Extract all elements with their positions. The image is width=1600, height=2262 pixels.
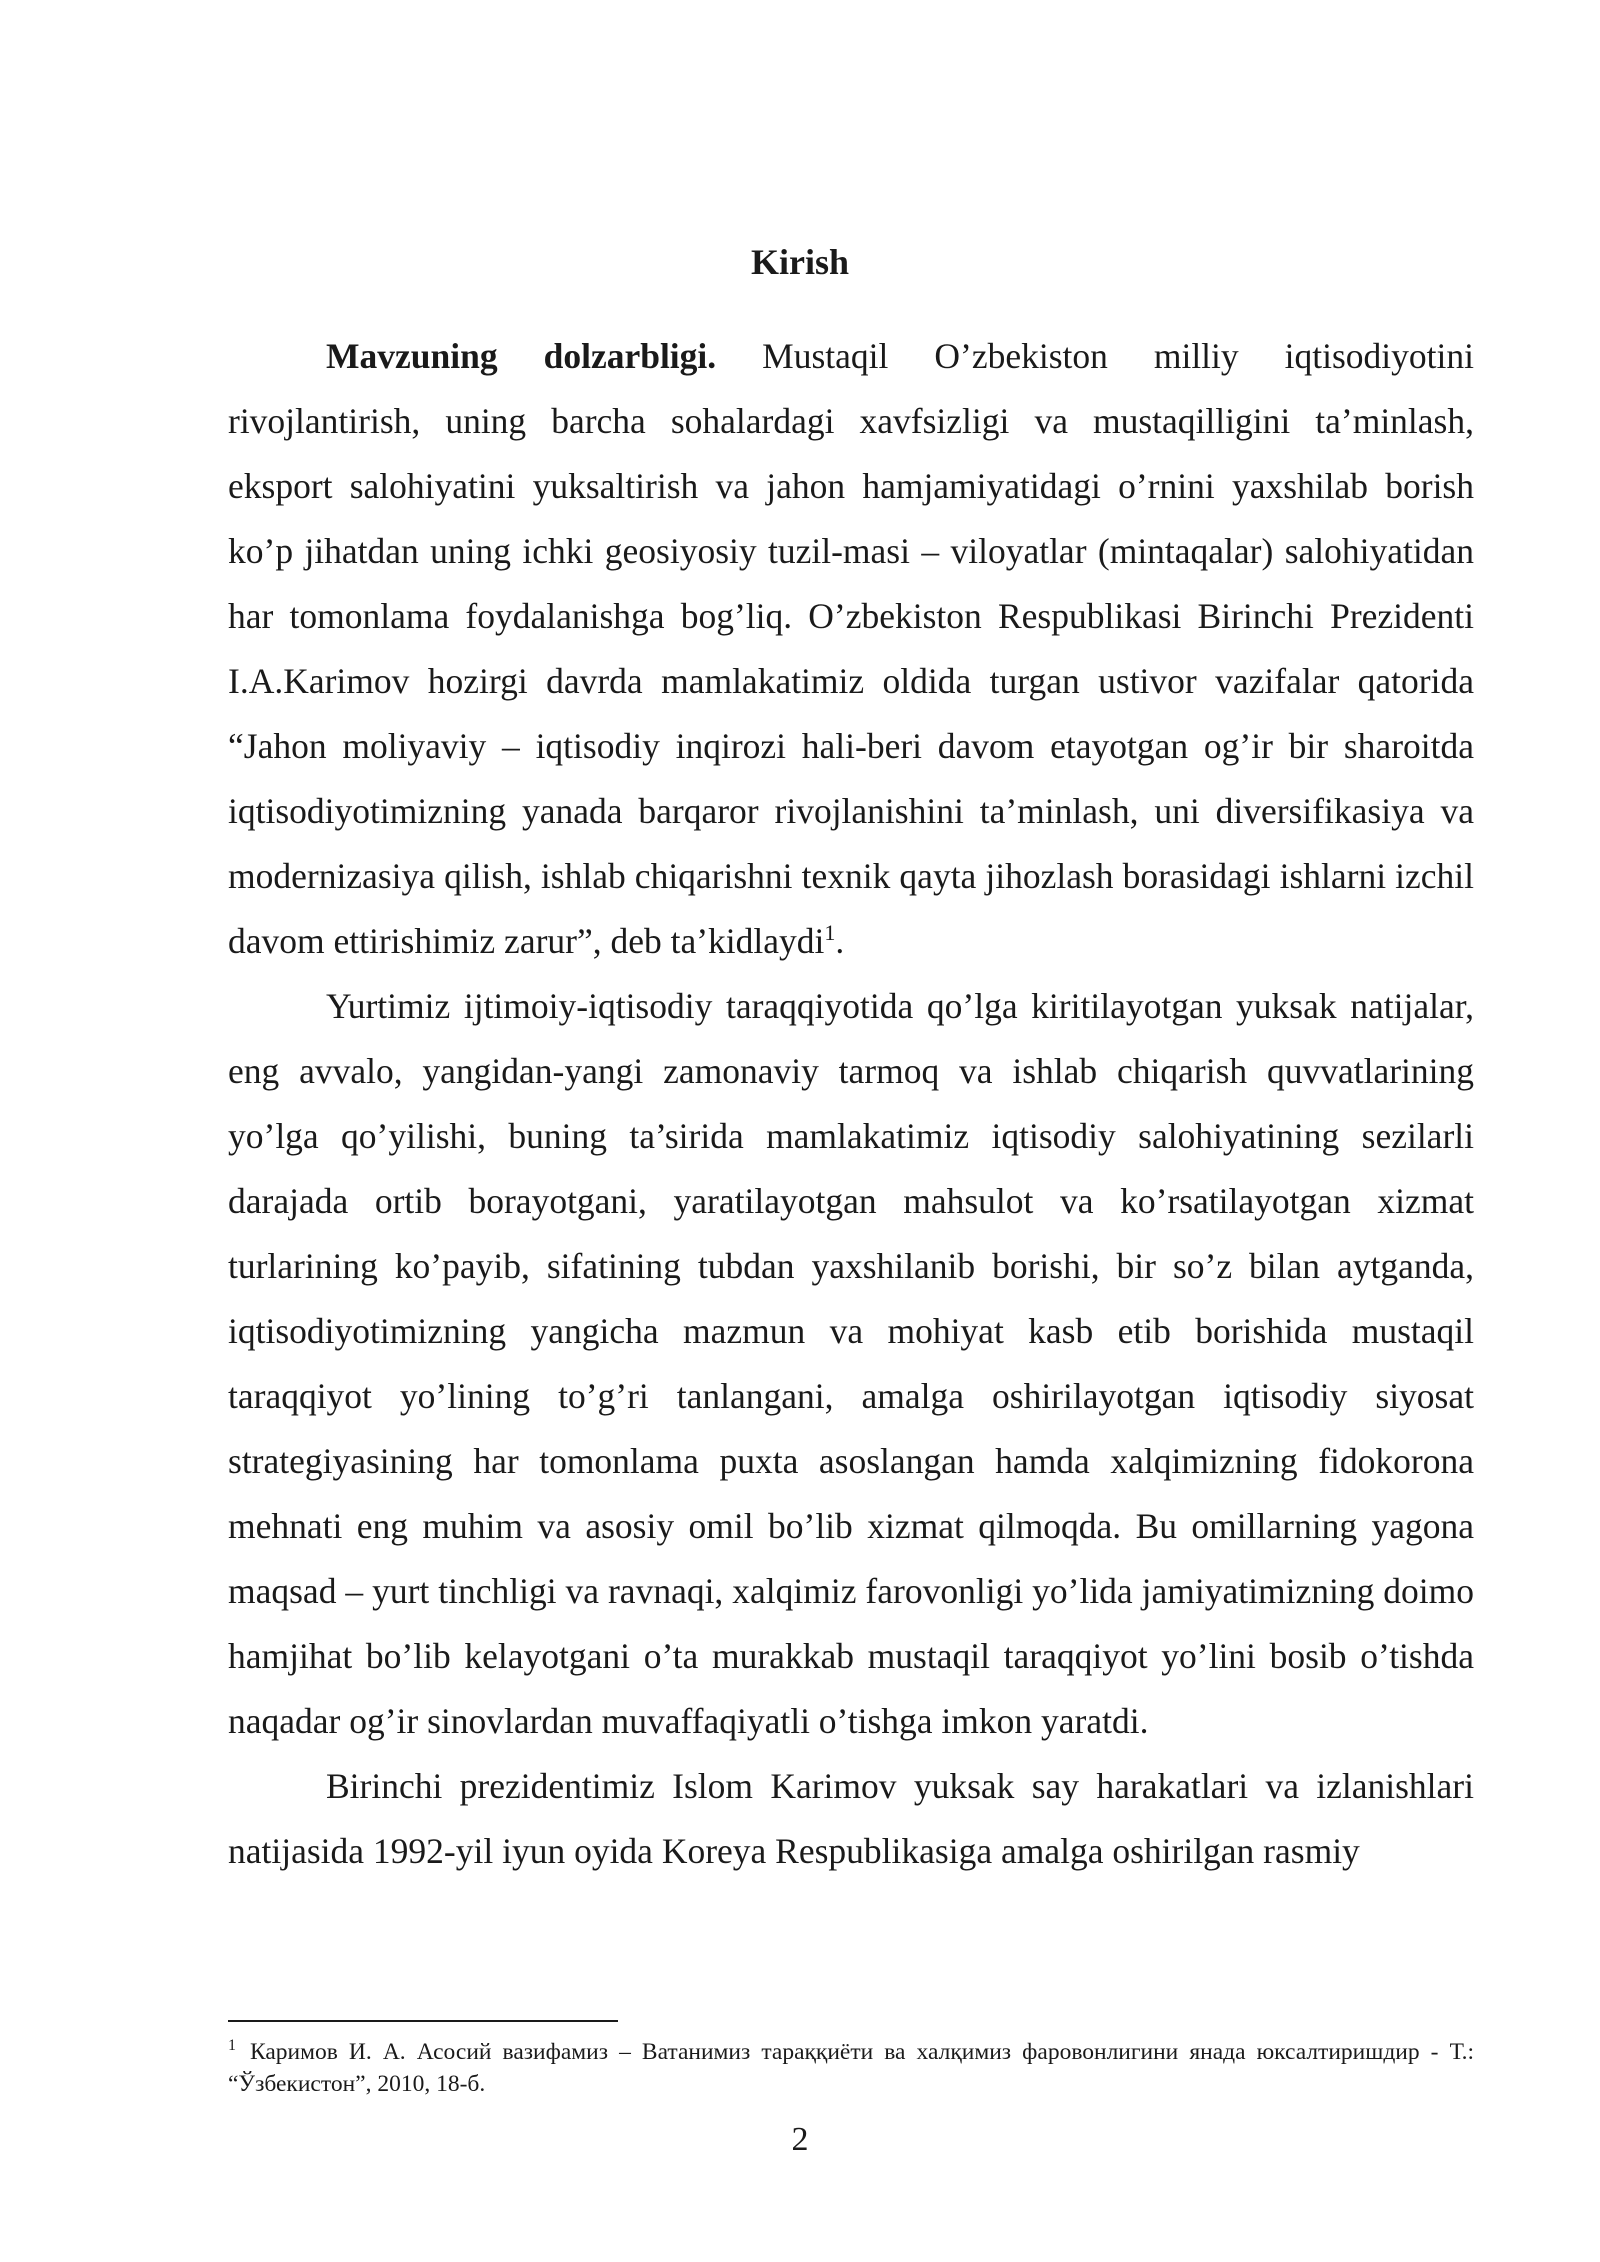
footnote-text: Каримов И. А. Асосий вазифамиз – Ватанимиз тараққиёти ва халқимиз фаровонлигини янада юксалтиришдир - Т.: “Ўзбекистон”, 2010, 18-б. [228, 2039, 1474, 2097]
section-heading: Kirish [750, 242, 849, 282]
paragraph-3: Birinchi prezidentimiz Islom Karimov yuksak say harakatlari va izlanishlari natijasida 1992-yil iyun oyida Koreya Respublikasiga amalga oshirilgan rasmiy [228, 1766, 1474, 1871]
footnote-number: 1 [228, 2037, 236, 2055]
paragraph-1 [228, 324, 1474, 974]
paragraph-text: Mustaqil O’zbekiston milliy iqtisodiyotini rivojlantirish, uning barcha sohalardagi xavfsizligi va mustaqilligini ta’minlash, eksport salohiyatini yuksaltirish va jahon hamjamiyatidagi o’rnini yaxshilab borish ko’p jihatdan uning ichki geosiyosiy tuzil-masi – viloyatlar (mintaqalar) salohiyatidan har tomonlama foydalanishga bog’liq. O’zbekiston Respublikasi Birinchi Prezidenti I.A.Karimov hozirgi davrda mamlakatimiz oldida turgan ustivor vazifalar qatorida “Jahon moliyaviy – iqtisodiy inqirozi hali-beri davom etayotgan og’ir bir sharoitda iqtisodiyotimizning yanada barqaror rivojlanishini ta’minlash, uni diversifikasiya va modernizasiya qilish, ishlab chiqarishni texnik qayta jihozlash borasidagi ishlarni izchil davom ettirishimiz zarur”, deb ta’kidlaydi [228, 336, 1474, 961]
paragraph-lead: Mavzuning dolzarbligi. [326, 336, 717, 376]
paragraph-2: Yurtimiz ijtimoiy-iqtisodiy taraqqiyotida qo’lga kiritilayotgan yuksak natijalar, eng avvalo, yangidan-yangi zamonaviy tarmoq va ishlab chiqarish quvvatlarining yo’lga qo’yilishi, buning ta’sirida mamlakatimiz iqtisodiy salohiyatining sezilarli darajada ortib borayotgani, yaratilayotgan mahsulot va ko’rsatilayotgan xizmat turlarining ko’payib, sifatining tubdan yaxshilanib borishi, bir so’z bilan aytganda, iqtisodiyotimizning yangicha mazmun va mohiyat kasb etib borishida mustaqil taraqqiyot yo’lining to’g’ri tanlangani, amalga oshirilayotgan iqtisodiy siyosat strategiyasining har tomonlama puxta asoslangan hamda xalqimizning fidokorona mehnati eng muhim va asosiy omil bo’lib xizmat qilmoqda. Bu omillarning yagona maqsad – yurt tinchligi va ravnaqi, xalqimiz farovonligi yo’lida jamiyatimizning doimo hamjihat bo’lib kelayotgani o’ta murakkab mustaqil taraqqiyot yo’lini bosib o’tishda naqadar og’ir sinovlardan muvaffaqiyatli o’tishga imkon yaratdi. [228, 986, 1474, 1741]
footnote-separator [228, 2020, 618, 2022]
paragraph-tail: . [835, 921, 845, 961]
page-number: 2 [791, 2121, 809, 2158]
footnote-reference: 1 [824, 920, 836, 946]
body-text [228, 324, 1474, 1884]
footnote [228, 2036, 1474, 2100]
